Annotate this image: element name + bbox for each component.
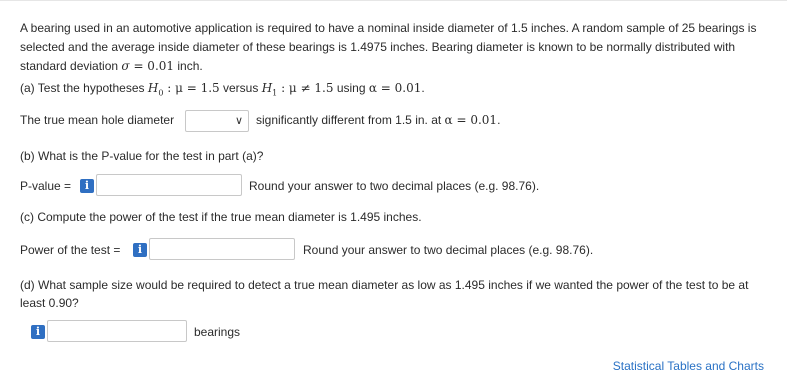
problem-statement (20, 19, 762, 76)
sigma-value: = 0.01 (129, 59, 175, 73)
problem-text: A bearing used in an automotive application is required to have a nominal inside diameter of 1.5 inches. A random sample of 25 bearings is selected and the average inside diameter of these bearings is 1.4975 inches. Bearing diameter is known to be normally distributed with standard deviation (20, 21, 757, 73)
part-d-question: (d) What sample size would be required to detect a true mean diameter as low as 1.495 inches if we wanted the power of the test to be at least 0.90? (20, 278, 749, 310)
part-a-suffix (256, 113, 500, 127)
power-label: Power of the test = (20, 243, 121, 257)
info-icon[interactable]: i (31, 325, 45, 339)
versus-text: versus (219, 81, 262, 95)
using-text: using (333, 81, 369, 95)
suffix-alpha: α = 0.01 (444, 113, 498, 127)
statistical-tables-link[interactable]: Statistical Tables and Charts (612, 359, 764, 373)
part-a-period: . (421, 81, 425, 95)
part-c-question: (c) Compute the power of the test if the true mean diameter is 1.495 inches. (20, 210, 422, 224)
sample-size-input[interactable] (47, 320, 187, 342)
sigma-symbol: σ (121, 59, 130, 73)
part-a-question (20, 81, 425, 97)
conclusion-dropdown[interactable] (185, 110, 249, 132)
part-b-question: (b) What is the P-value for the test in part (a)? (20, 149, 264, 163)
part-a-prefix: The true mean hole diameter (20, 113, 175, 127)
alpha-value: α = 0.01 (368, 81, 422, 95)
p-value-label: P-value = (20, 179, 72, 193)
power-hint: Round your answer to two decimal places (e.g. 98.76). (303, 243, 594, 257)
h0-subscript: 0 (158, 88, 164, 98)
suffix-text: significantly different from 1.5 in. at (256, 113, 445, 127)
p-value-hint: Round your answer to two decimal places (e.g. 98.76). (249, 179, 540, 193)
info-icon[interactable]: i (80, 179, 94, 193)
h0-symbol: H (147, 81, 159, 95)
h1-hypothesis: : μ ≠ 1.5 (277, 81, 334, 95)
suffix-period: . (497, 113, 501, 127)
h1-subscript: 1 (272, 88, 278, 98)
chevron-down-icon: ∨ (234, 115, 243, 127)
problem-text-end: inch. (174, 59, 203, 73)
power-input[interactable] (149, 238, 295, 260)
h1-symbol: H (261, 81, 273, 95)
info-icon[interactable]: i (133, 243, 147, 257)
p-value-input[interactable] (96, 174, 242, 196)
part-a-label: (a) Test the hypotheses (20, 81, 148, 95)
h0-hypothesis: : μ = 1.5 (163, 81, 220, 95)
bearings-unit-label: bearings (194, 325, 241, 339)
